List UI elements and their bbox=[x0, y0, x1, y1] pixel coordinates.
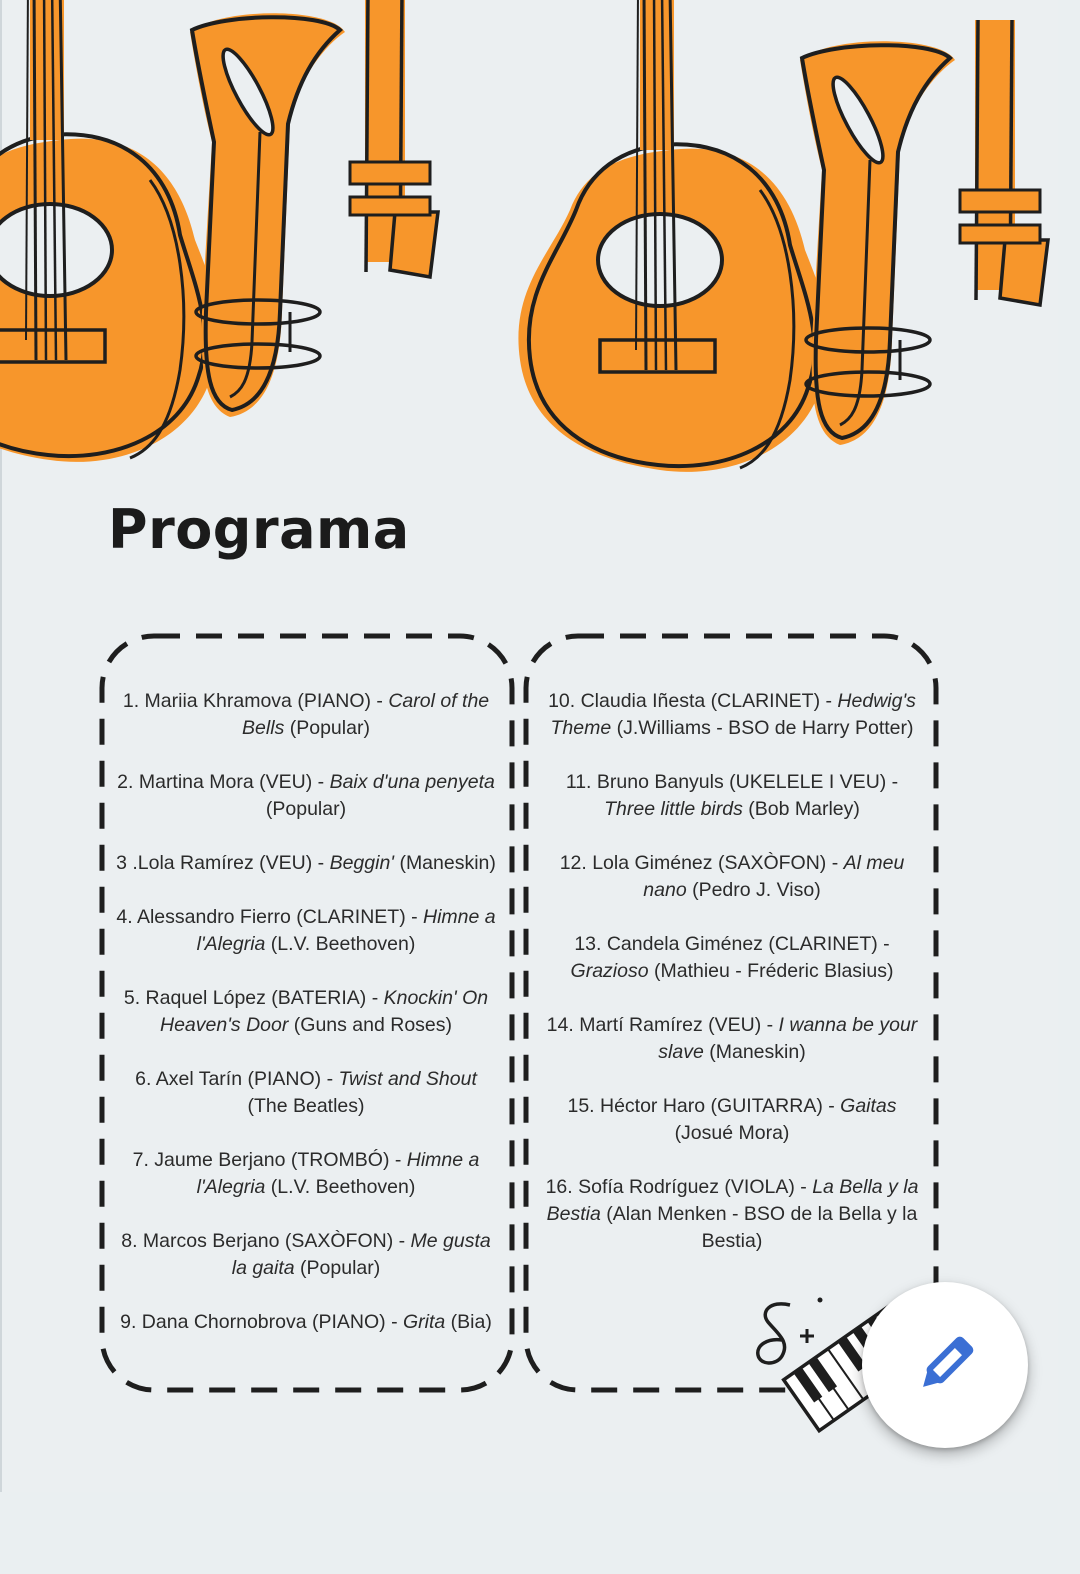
program-entry: 11. Bruno Banyuls (UKELELE I VEU) - Three little birds (Bob Marley) bbox=[565, 771, 899, 820]
program-entry: 14. Martí Ramírez (VEU) - I wanna be your slave (Maneskin) bbox=[546, 1014, 918, 1063]
program-entry: 8. Marcos Berjano (SAXÒFON) - Me gusta la gaita (Popular) bbox=[121, 1230, 491, 1279]
program-entry: 6. Axel Tarín (PIANO) - Twist and Shout (The Beatles) bbox=[135, 1068, 477, 1117]
program-entry: 2. Martina Mora (VEU) - Baix d'una penyeta (Popular) bbox=[117, 771, 495, 820]
program-entry: 12. Lola Giménez (SAXÒFON) - Al meu nano (Pedro J. Viso) bbox=[559, 852, 905, 901]
program-entry: 1. Mariia Khramova (PIANO) - Carol of the Bells (Popular) bbox=[122, 690, 490, 739]
pencil-icon bbox=[910, 1330, 980, 1400]
right-margin bbox=[1058, 0, 1080, 1492]
program-entry: 10. Claudia Iñesta (CLARINET) - Hedwig's Theme (J.Williams - BSO de Harry Potter) bbox=[548, 690, 916, 739]
page-title: Programa bbox=[108, 498, 410, 561]
program-entry: 16. Sofía Rodríguez (VIOLA) - La Bella y la Bestia (Alan Menken - BSO de la Bella y la Bestia) bbox=[545, 1176, 919, 1252]
program-entry: 3 .Lola Ramírez (VEU) - Beggin' (Maneskin) bbox=[116, 852, 496, 874]
program-entry: 5. Raquel López (BATERIA) - Knockin' On Heaven's Door (Guns and Roses) bbox=[123, 987, 489, 1036]
program-entry: 15. Héctor Haro (GUITARRA) - Gaitas (Josué Mora) bbox=[567, 1095, 897, 1144]
edit-button[interactable] bbox=[862, 1282, 1028, 1448]
program-entry: 9. Dana Chornobrova (PIANO) - Grita (Bia) bbox=[120, 1311, 492, 1333]
program-entry: 7. Jaume Berjano (TROMBÓ) - Himne a l'Alegria (L.V. Beethoven) bbox=[132, 1149, 480, 1198]
bottom-margin bbox=[0, 1492, 1080, 1574]
music-note-icon bbox=[758, 1298, 823, 1364]
program-entry: 4. Alessandro Fierro (CLARINET) - Himne a l'Alegria (L.V. Beethoven) bbox=[116, 906, 496, 955]
program-entry: 13. Candela Giménez (CLARINET) - Grazioso (Mathieu - Fréderic Blasius) bbox=[570, 933, 894, 982]
